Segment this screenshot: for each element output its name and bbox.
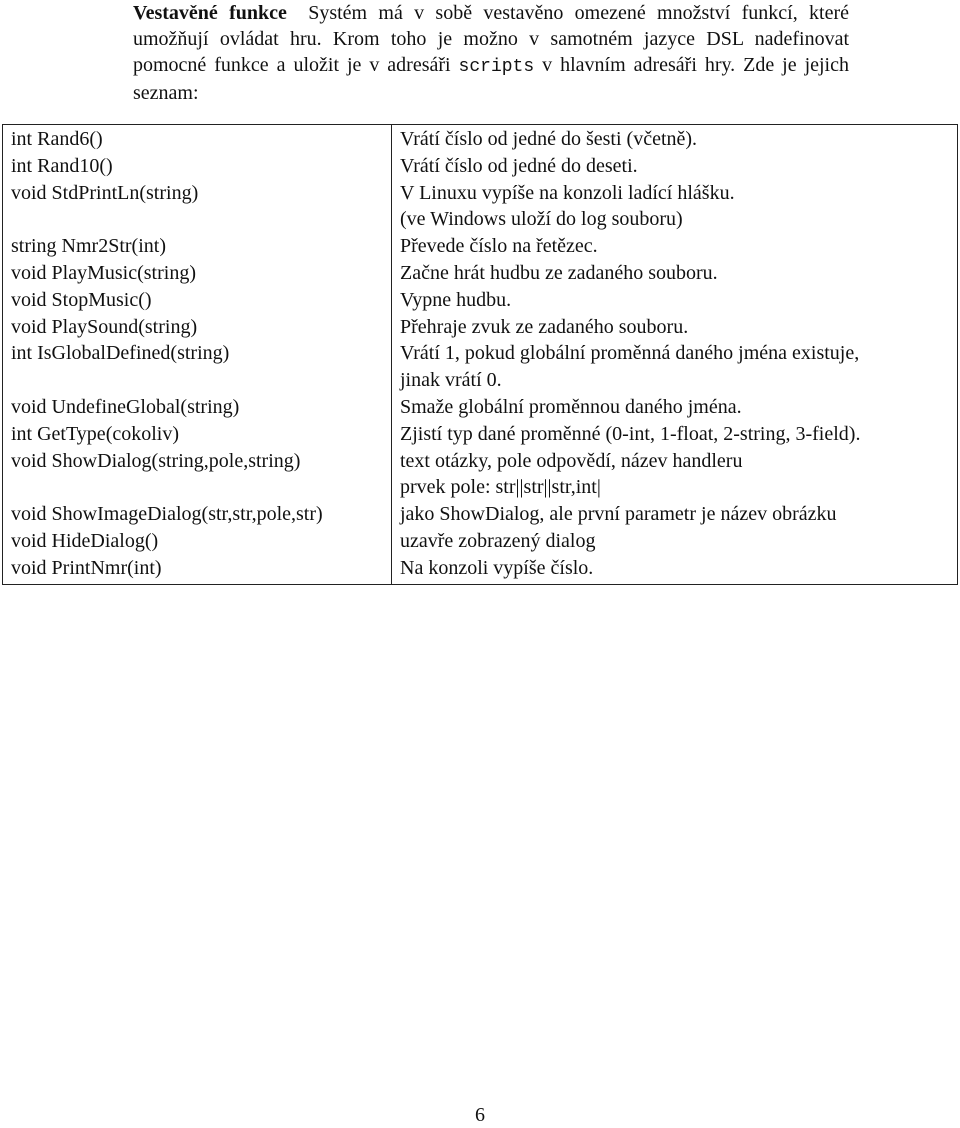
function-signature: void PrintNmr(int) <box>3 555 392 584</box>
function-description: prvek pole: str||str||str,int| <box>392 474 958 501</box>
function-description: jako ShowDialog, ale první parametr je název obrázku <box>392 501 958 528</box>
function-description: Zjistí typ dané proměnné (0-int, 1-float, 2-string, 3-field). <box>392 421 958 448</box>
table-row <box>3 314 958 341</box>
function-description: (ve Windows uloží do log souboru) <box>392 206 958 233</box>
intro-paragraph <box>133 0 849 106</box>
function-description: Převede číslo na řetězec. <box>392 233 958 260</box>
intro-text-after-code: v hlavním adresáři hry. Zde je jejich seznam: <box>133 54 849 104</box>
table-row <box>3 206 958 233</box>
table-row <box>3 448 958 475</box>
function-description: Přehraje zvuk ze zadaného souboru. <box>392 314 958 341</box>
function-description: uzavře zobrazený dialog <box>392 528 958 555</box>
function-description: Vrátí 1, pokud globální proměnná daného jména existuje, <box>392 340 958 367</box>
table-row <box>3 528 958 555</box>
function-signature: int IsGlobalDefined(string) <box>3 340 392 367</box>
function-signature: int Rand10() <box>3 153 392 180</box>
function-signature <box>3 474 392 501</box>
intro-code: scripts <box>458 57 535 77</box>
function-description: Smaže globální proměnnou daného jména. <box>392 394 958 421</box>
function-signature: void HideDialog() <box>3 528 392 555</box>
function-description: Vrátí číslo od jedné do deseti. <box>392 153 958 180</box>
intro-term: Vestavěné funkce <box>133 2 287 24</box>
table-row <box>3 125 958 153</box>
table-row <box>3 474 958 501</box>
function-signature: int GetType(cokoliv) <box>3 421 392 448</box>
table-row <box>3 287 958 314</box>
function-description: Vrátí číslo od jedné do šesti (včetně). <box>392 125 958 153</box>
function-signature: void PlayMusic(string) <box>3 260 392 287</box>
function-signature: void ShowImageDialog(str,str,pole,str) <box>3 501 392 528</box>
function-signature: string Nmr2Str(int) <box>3 233 392 260</box>
function-description: jinak vrátí 0. <box>392 367 958 394</box>
function-signature: void UndefineGlobal(string) <box>3 394 392 421</box>
table-row <box>3 233 958 260</box>
function-signature: void StdPrintLn(string) <box>3 180 392 207</box>
table-row <box>3 367 958 394</box>
intro-text-before-code: Systém má v sobě vestavěno omezené množství funkcí, které umožňují ovládat hru. Krom toho je možno v samotném jazyce DSL nadefinovat pomocné funkce a uložit je v adresáři <box>133 2 850 76</box>
function-signature <box>3 367 392 394</box>
function-description: text otázky, pole odpovědí, název handleru <box>392 448 958 475</box>
page-number: 6 <box>475 1104 485 1126</box>
function-description: Začne hrát hudbu ze zadaného souboru. <box>392 260 958 287</box>
table-row <box>3 180 958 207</box>
function-signature <box>3 206 392 233</box>
table-row <box>3 394 958 421</box>
function-signature: int Rand6() <box>3 125 392 153</box>
function-signature: void PlaySound(string) <box>3 314 392 341</box>
functions-table <box>2 124 958 585</box>
function-description: V Linuxu vypíše na konzoli ladící hlášku. <box>392 180 958 207</box>
function-signature: void ShowDialog(string,pole,string) <box>3 448 392 475</box>
function-signature: void StopMusic() <box>3 287 392 314</box>
function-description: Vypne hudbu. <box>392 287 958 314</box>
function-description: Na konzoli vypíše číslo. <box>392 555 958 584</box>
table-row <box>3 501 958 528</box>
table-row <box>3 555 958 584</box>
table-row <box>3 260 958 287</box>
table-row <box>3 153 958 180</box>
table-row <box>3 340 958 367</box>
table-row <box>3 421 958 448</box>
